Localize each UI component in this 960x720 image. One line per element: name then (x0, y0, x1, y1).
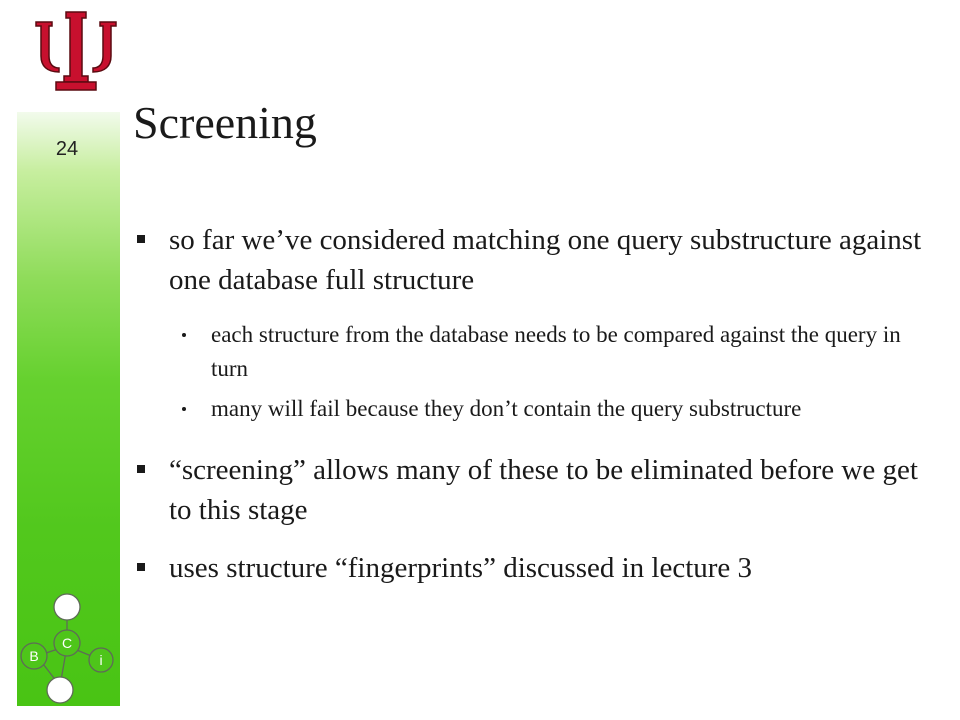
iu-trident-logo (30, 8, 122, 96)
slide-content (133, 220, 933, 606)
bullet-text: so far we’ve considered matching one query substructure against one database full structure (169, 224, 922, 296)
slide-number: 24 (55, 138, 79, 160)
dot-bullet-icon (182, 407, 186, 411)
sub-bullet-item (133, 318, 933, 386)
sub-bullet-text: many will fail because they don’t contain the query substructure (211, 396, 802, 421)
square-bullet-icon (137, 563, 145, 571)
dot-bullet-icon (182, 333, 186, 337)
bullet-text: uses structure “fingerprints” discussed in lecture 3 (169, 552, 753, 584)
bullet-item (133, 220, 933, 300)
cbi-bottom-circle (47, 677, 73, 703)
bullet-text: “screening” allows many of these to be eliminated before we get to this stage (169, 454, 918, 526)
cbi-i-letter: i (99, 652, 103, 668)
cbi-b-letter: B (29, 648, 39, 664)
slide-title: Screening (133, 97, 317, 148)
slide-sidebar (17, 112, 120, 706)
cbi-top-circle (54, 594, 80, 620)
sub-bullet-text: each structure from the database needs to be compared against the query in turn (211, 322, 901, 381)
cbi-c-letter: C (61, 635, 73, 651)
square-bullet-icon (137, 235, 145, 243)
square-bullet-icon (137, 465, 145, 473)
bullet-item (133, 548, 933, 588)
cbi-logo (17, 590, 120, 706)
sub-bullet-item (133, 392, 933, 426)
bullet-item (133, 450, 933, 530)
